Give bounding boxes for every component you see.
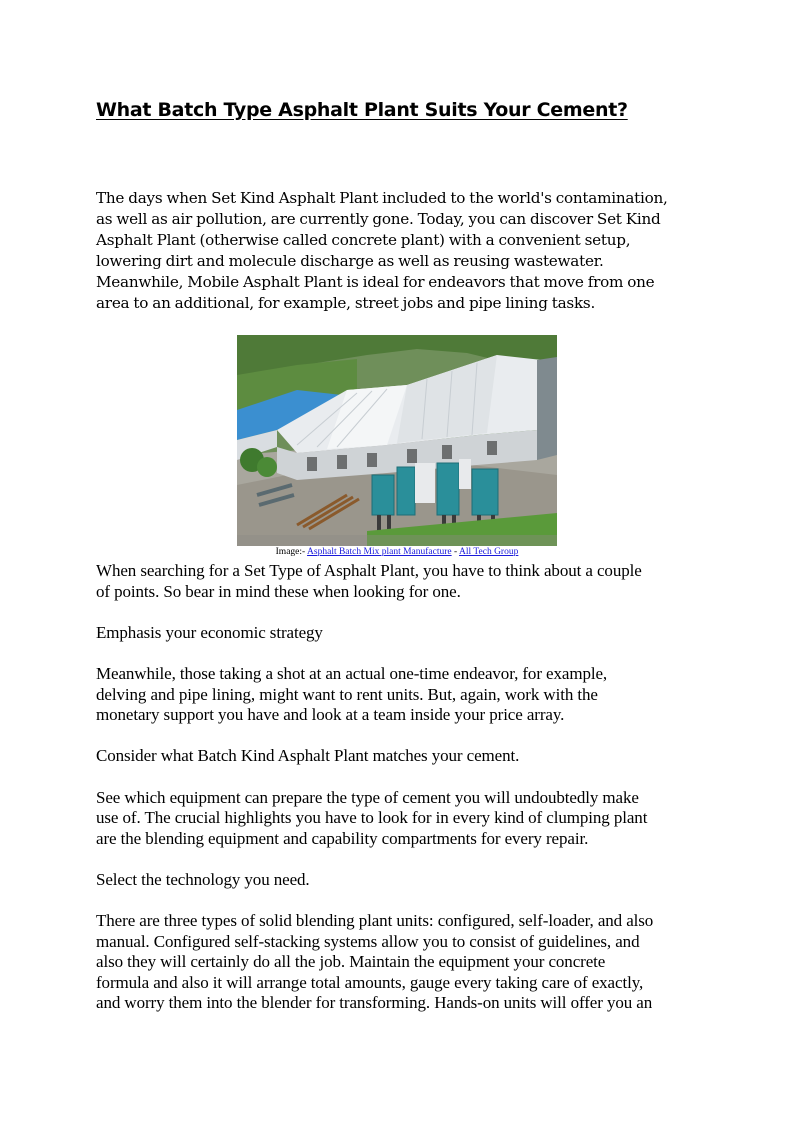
paragraph-line: also they will certainly do all the job. Maintain the equipment your concrete [96,952,606,972]
intro-line: Meanwhile, Mobile Asphalt Plant is ideal for endeavors that move from one [96,273,655,291]
paragraph-line: use of. The crucial highlights you have to look for in every kind of clumping plant [96,808,648,828]
paragraph-line: There are three types of solid blending plant units: configured, self-loader, and also [96,911,654,931]
intro-line: The days when Set Kind Asphalt Plant included to the world's contamination, [96,189,668,207]
paragraph-line: are the blending equipment and capability compartments for every repair. [96,828,589,848]
paragraph-line: formula and also it will arrange total amounts, gauge every taking care of exactly, [96,972,644,992]
caption-link-alltech[interactable]: All Tech Group [459,547,519,557]
paragraph-line: manual. Configured self-stacking systems allow you to consist of guidelines, and [96,931,640,951]
page-title: What Batch Type Asphalt Plant Suits Your Cement? [96,99,628,121]
subheading-budget [96,623,716,644]
paragraph-searching [96,561,716,602]
subheading-technology [96,870,716,891]
subheading-text: Emphasis your economic strategy [96,622,323,642]
intro-line: Asphalt Plant (otherwise called concrete plant) with a convenient setup, [96,231,631,249]
paragraph-line: See which equipment can prepare the type of cement you will undoubtedly make [96,787,639,807]
intro-line: as well as air pollution, are currently gone. Today, you can discover Set Kind [96,210,661,228]
intro-paragraph [96,188,716,314]
paragraph-line: When searching for a Set Type of Asphalt Plant, you have to think about a couple [96,561,642,580]
paragraph-line: Meanwhile, those taking a shot at an actual one-time endeavor, for example, [96,663,608,683]
paragraph-line: delving and pipe lining, might want to rent units. But, again, work with the [96,684,598,704]
caption-prefix: Image:- [275,547,306,557]
paragraph-rent [96,664,716,726]
subheading-text: Consider what Batch Kind Asphalt Plant matches your cement. [96,746,520,766]
caption-link-manufacture[interactable]: Asphalt Batch Mix plant Manufacture [307,547,452,557]
intro-line: area to an additional, for example, street jobs and pipe lining tasks. [96,294,596,312]
paragraph-line: of points. So bear in mind these when looking for one. [96,581,461,601]
paragraph-equipment [96,788,716,850]
paragraph-types [96,911,716,1014]
asphalt-plant-photo [237,335,557,546]
image-caption [0,546,794,558]
paragraph-line: and worry them into the blender for transforming. Hands-on units will offer you an [96,993,653,1013]
paragraph-line: monetary support you have and look at a team inside your price array. [96,705,565,725]
subheading-text: Select the technology you need. [96,869,310,889]
subheading-match [96,746,716,767]
caption-separator: - [454,547,458,557]
article-body [96,561,716,1035]
intro-line: lowering dirt and molecule discharge as well as reusing wastewater. [96,252,604,270]
